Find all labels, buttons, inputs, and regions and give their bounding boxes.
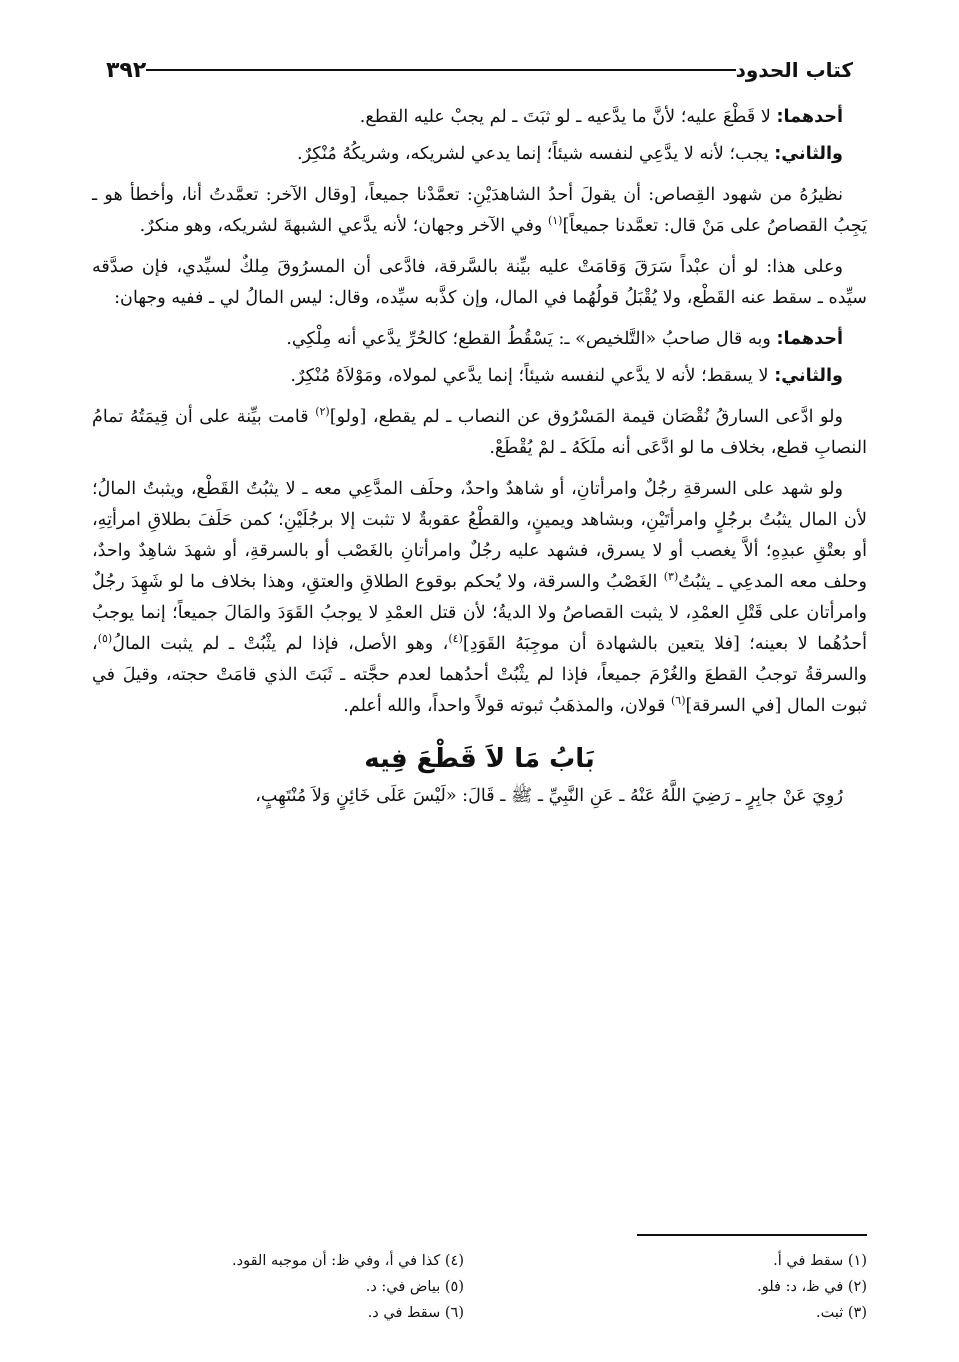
- paragraph-lead: أحدهما:: [776, 329, 843, 349]
- footnotes-left-column: [92, 1248, 464, 1326]
- header-rule: [146, 69, 735, 71]
- footnote-4: (٤) كذا في أ، وفي ظ: أن موجبه القود.: [232, 1253, 464, 1269]
- paragraph-text: الغَصْبُ والسرقة، ولا يُحكم بوقوع الطلاقِ والعتقِ، وهذا بخلاف ما لو شَهِدَ رجُلٌ وامرأتان على قَتْلِ العمْدِ، لا يثبت القصاصُ ولا الديةُ؛ لأن قتل العمْدِ لا يوجبُ القَوَدَ والمَالَ جميعاً؛ إنما يوجبُ أحدُهُما لا بعينه؛ [فلا يتعين بالشهادة أن موجِبَهُ القَوَدِ]: [92, 572, 868, 654]
- paragraph-qisas-analogy: [92, 180, 867, 242]
- page-number: ٣٩٢: [106, 57, 147, 83]
- footnotes: [92, 1248, 867, 1326]
- chapter-title: بَابُ مَا لاَ قَطْعَ فِيه: [364, 744, 595, 774]
- paragraph-text: ولو شهد على السرقةِ رجُلٌ وامرأتانِ، أو شاهدٌ واحدٌ، وحلَف المدَّعِي معه ـ لا يثبُتُ القَطْع، ويثبتُ المالُ؛ لأن المال يثبُتُ برجُلٍ وامرأتَيْنِ، وبشاهد ويمينٍ، والقطْعُ عقوبةٌ لا تثبت إلا برجُلَيْنِ؛ كمن حَلَفَ بطلاقِ امرأتِهِ، أو بعتْقِ عبدِهِ؛ ألاَّ يغصب أو لا يسرق، فشهد عليه رجُلٌ وامرأتانِ بالغَصْب أو بالسرقةِ، أو شهدَ شاهِدٌ واحدٌ، وحلف معه المدعِي ـ يثبُتُ: [92, 479, 867, 592]
- running-header: [92, 54, 867, 86]
- paragraph-text: ، وهو الأصل، فإذا لم يثْبُتْ ـ لم يثبت المالُ: [112, 634, 449, 654]
- footnote-rule: [637, 1234, 867, 1236]
- paragraph-text: وبه قال صاحبُ «التَّلخيص» ـ: يَسْقُطُ القطع؛ كالحُرِّ يدَّعي أنه مِلْكِي.: [286, 329, 777, 349]
- paragraph-lead: والثاني:: [774, 366, 843, 386]
- paragraph-lead: أحدهما:: [776, 107, 843, 127]
- paragraph-text: وعلى هذا: لو أن عبْداً سَرَقَ وَقامَتْ عليه بيِّنة بالسَّرقة، فادَّعى أن المسرُوقَ مِلكٌ لسيِّدي، فإن صدَّقه سيِّده ـ سقط عنه القَطْع، ولا يُقْبَلُ قولُهُما في المال، وإن كذَّبه سيِّده، وقال: ليس المالُ لي ـ ففيه وجهان:: [92, 257, 867, 308]
- footnote-5: (٥) بياض في: د.: [365, 1279, 464, 1295]
- book-title: كتاب الحدود: [735, 58, 853, 82]
- footnote-ref-1[interactable]: (١): [547, 214, 563, 228]
- paragraph-first-opinion: [92, 102, 867, 133]
- hadith-text: رُوِيَ عَنْ جابِرٍ ـ رَضِيَ اللَّهُ عَنْهُ ـ عَنِ النَّبِيِّ ـ ﷺ ـ قَالَ: «لَيْسَ عَلَى خَائِنٍ وَلاَ مُنْتَهِبٍ،: [255, 786, 843, 806]
- paragraph-text: قامت بيِّنة على أن قِيمَتُهُ تمامُ النصابِ قطع، بخلاف ما لو ادَّعَى أنه ملَكَهُ ـ لمْ يُقْطَعْ.: [92, 407, 867, 458]
- paragraph-nisab-claim: [92, 402, 867, 464]
- paragraph-text: وفي الآخر وجهان؛ لأنه يدَّعي الشبهةَ لشريكه، وهو منكرٌ.: [139, 216, 548, 236]
- paragraph-slave-theft: [92, 252, 867, 314]
- page: [92, 44, 867, 1322]
- paragraph-second-view: [92, 361, 867, 392]
- body-text: [92, 102, 867, 822]
- paragraph-second-opinion: [92, 139, 867, 170]
- footnote-ref-3[interactable]: (٣): [663, 570, 679, 584]
- paragraph-text: ، والسرقةُ توجبُ القطعَ والغُرْمَ جميعاً، فإذا لم يثْبُتْ أحدُهما لعدم حجَّته ـ ثَبَتَ الذي قامَتْ حجته، وقيلَ في ثبوت المال [في السرقة]: [92, 634, 867, 716]
- paragraph-first-view: [92, 324, 867, 355]
- paragraph-text: قولان، والمذهَبُ ثبوته قولاً واحداً، والله أعلم.: [343, 696, 671, 716]
- footnote-ref-6[interactable]: (٦): [670, 694, 686, 708]
- paragraph-text: نظيرُهُ من شهود القِصاص: أن يقولَ أحدُ الشاهدَيْنِ: تعمَّدْنا جميعاً، [وقال الآخر: تعمَّدتُ أنا، وأخطأ هو ـ يَجِبُ القصاصُ على مَنْ قال: تعمَّدنا جميعاً]: [92, 185, 867, 236]
- footnote-ref-4[interactable]: (٤): [448, 632, 463, 646]
- footnote-6: (٦) سقط في د.: [367, 1305, 464, 1321]
- paragraph-text: لا قَطْعَ عليه؛ لأنَّ ما يدَّعيه ـ لو ثبَتَ ـ لم يجبْ عليه القطع.: [359, 107, 777, 127]
- paragraph-text: لا يسقط؛ لأنه لا يدَّعي لنفسه شيئاً؛ إنما يدَّعي لمولاه، ومَوْلاَهُ مُنْكِرٌ.: [290, 366, 775, 386]
- footnote-ref-5[interactable]: (٥): [97, 632, 113, 646]
- footnote-ref-2[interactable]: (٢): [315, 405, 330, 419]
- paragraph-text: يجب؛ لأنه لا يدَّعِي لنفسه شيئاً؛ إنما يدعي لشريكه، وشريكُهُ مُنْكِرٌ.: [297, 144, 775, 164]
- paragraph-lead: والثاني:: [774, 144, 843, 164]
- paragraph-text: ولو ادَّعى السارقُ نُقْصَان قيمة المَسْرُوق عن النصاب ـ لم يقطع، [ولو]: [329, 407, 843, 427]
- footnote-1: (١) سقط في أ.: [773, 1253, 867, 1269]
- paragraph-testimony: [92, 474, 867, 722]
- footnote-2: (٢) في ظ، د: فلو.: [757, 1279, 867, 1295]
- footnotes-right-column: [495, 1248, 867, 1326]
- footnote-3: (٣) ثبت.: [816, 1305, 867, 1321]
